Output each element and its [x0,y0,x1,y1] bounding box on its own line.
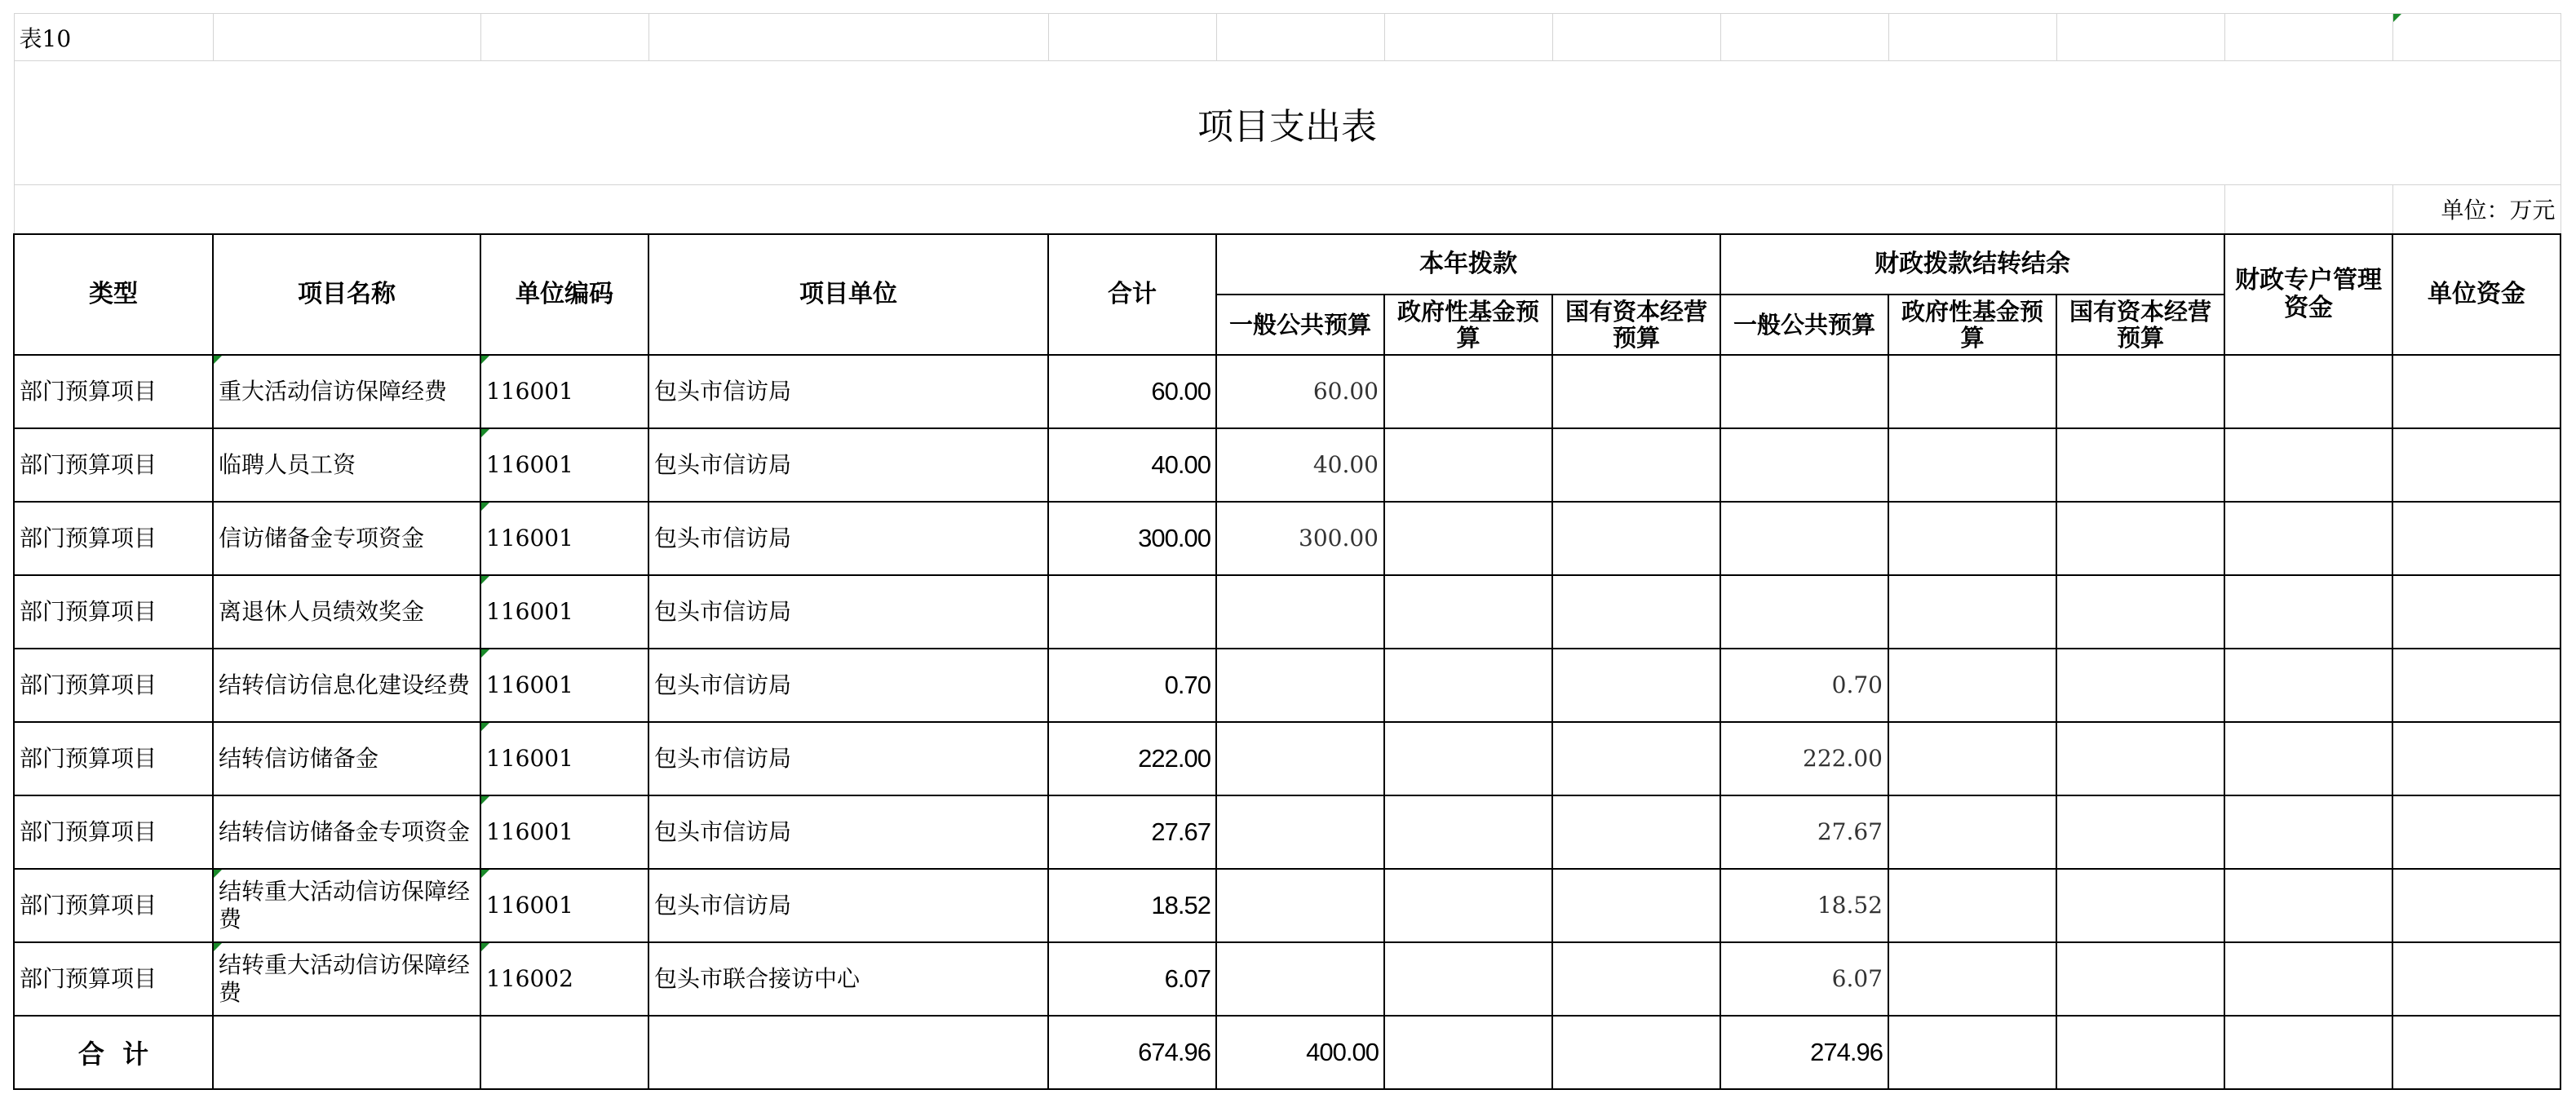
unit-funds-cell[interactable] [2392,649,2561,722]
unit-label[interactable]: 单位：万元 [2392,185,2561,234]
unit-funds-cell[interactable] [2392,502,2561,575]
special-account-cell[interactable] [2224,355,2392,428]
summary-total[interactable]: 674.96 [1048,1016,1216,1089]
table-row [14,355,2561,428]
project-unit-cell[interactable]: 包头市信访局 [648,502,1048,575]
co-general-cell[interactable] [1720,355,1888,428]
table-row [14,942,2561,1016]
type-cell[interactable]: 部门预算项目 [14,428,213,502]
unit-code-cell[interactable]: 116002 [480,942,648,1016]
grid-cell[interactable] [213,14,480,61]
project-unit-cell[interactable]: 包头市信访局 [648,795,1048,869]
project-unit-cell[interactable]: 包头市信访局 [648,649,1048,722]
header-project-unit[interactable]: 项目单位 [648,234,1048,355]
unit-code-cell[interactable]: 116001 [480,502,648,575]
header-total[interactable]: 合计 [1048,234,1216,355]
summary-empty-cell[interactable] [1888,1016,2056,1089]
unit-code-cell[interactable]: 116001 [480,649,648,722]
cur-state-capital-cell[interactable] [1552,428,1720,502]
grid-cell[interactable] [1552,14,1720,61]
table-row [14,795,2561,869]
header-co-general[interactable]: 一般公共预算 [1720,295,1888,355]
co-gov-fund-cell[interactable] [1888,575,2056,649]
total-cell[interactable]: 60.00 [1048,355,1216,428]
cur-general-cell[interactable]: 60.00 [1216,355,1384,428]
co-state-capital-cell[interactable] [2056,428,2224,502]
unit-code-cell[interactable]: 116001 [480,869,648,942]
cur-general-cell[interactable] [1216,575,1384,649]
header-cur-gov-fund[interactable]: 政府性基金预算 [1384,295,1552,355]
project-unit-cell[interactable]: 包头市信访局 [648,355,1048,428]
header-co-state-capital[interactable]: 国有资本经营预算 [2056,295,2224,355]
cur-gov-fund-cell[interactable] [1384,869,1552,942]
cur-state-capital-cell[interactable] [1552,649,1720,722]
cur-state-capital-cell[interactable] [1552,355,1720,428]
cur-state-capital-cell[interactable] [1552,869,1720,942]
co-gov-fund-cell[interactable] [1888,722,2056,795]
summary-empty-cell[interactable] [648,1016,1048,1089]
cur-general-cell[interactable]: 300.00 [1216,502,1384,575]
special-account-cell[interactable] [2224,942,2392,1016]
project-name-cell[interactable]: 结转信访信息化建设经费 [213,649,480,722]
type-cell[interactable]: 部门预算项目 [14,502,213,575]
type-cell[interactable]: 部门预算项目 [14,355,213,428]
project-name-cell[interactable]: 结转重大活动信访保障经费 [213,942,480,1016]
header-type[interactable]: 类型 [14,234,213,355]
page-title[interactable]: 项目支出表 [14,61,2561,185]
special-account-cell[interactable] [2224,649,2392,722]
table-row [14,502,2561,575]
co-general-cell[interactable]: 6.07 [1720,942,1888,1016]
cur-general-cell[interactable] [1216,722,1384,795]
grid-cell[interactable] [1216,14,1384,61]
unit-funds-cell[interactable] [2392,869,2561,942]
cur-state-capital-cell[interactable] [1552,722,1720,795]
co-general-cell[interactable] [1720,428,1888,502]
type-cell[interactable]: 部门预算项目 [14,649,213,722]
summary-empty-cell[interactable] [2224,1016,2392,1089]
co-gov-fund-cell[interactable] [1888,502,2056,575]
special-account-cell[interactable] [2224,502,2392,575]
cur-gov-fund-cell[interactable] [1384,355,1552,428]
co-gov-fund-cell[interactable] [1888,869,2056,942]
total-cell[interactable]: 27.67 [1048,795,1216,869]
summary-empty-cell[interactable] [480,1016,648,1089]
cur-gov-fund-cell[interactable] [1384,428,1552,502]
summary-co-general[interactable]: 274.96 [1720,1016,1888,1089]
co-general-cell[interactable]: 222.00 [1720,722,1888,795]
total-cell[interactable]: 222.00 [1048,722,1216,795]
type-cell[interactable]: 部门预算项目 [14,795,213,869]
grid-cell[interactable] [2224,185,2392,234]
project-name-cell[interactable]: 结转信访储备金 [213,722,480,795]
project-name-cell[interactable]: 离退休人员绩效奖金 [213,575,480,649]
summary-label[interactable]: 合 计 [14,1016,213,1089]
unit-funds-cell[interactable] [2392,355,2561,428]
cur-state-capital-cell[interactable] [1552,575,1720,649]
co-general-cell[interactable] [1720,575,1888,649]
type-cell[interactable]: 部门预算项目 [14,942,213,1016]
table-row [14,428,2561,502]
co-gov-fund-cell[interactable] [1888,428,2056,502]
co-state-capital-cell[interactable] [2056,942,2224,1016]
grid-cell[interactable] [2056,14,2224,61]
cur-general-cell[interactable] [1216,795,1384,869]
cur-state-capital-cell[interactable] [1552,502,1720,575]
cur-general-cell[interactable] [1216,649,1384,722]
project-name-cell[interactable]: 信访储备金专项资金 [213,502,480,575]
cur-gov-fund-cell[interactable] [1384,575,1552,649]
cur-gov-fund-cell[interactable] [1384,722,1552,795]
co-general-cell[interactable]: 27.67 [1720,795,1888,869]
table-row [14,869,2561,942]
summary-empty-cell[interactable] [1552,1016,1720,1089]
total-cell[interactable]: 18.52 [1048,869,1216,942]
unit-code-cell[interactable]: 116001 [480,722,648,795]
unit-funds-cell[interactable] [2392,722,2561,795]
table-row [14,575,2561,649]
unit-funds-cell[interactable] [2392,942,2561,1016]
special-account-cell[interactable] [2224,428,2392,502]
grid-cell[interactable] [1384,14,1552,61]
grid-cell[interactable] [2392,14,2561,61]
type-cell[interactable]: 部门预算项目 [14,722,213,795]
cur-gov-fund-cell[interactable] [1384,942,1552,1016]
unit-funds-cell[interactable] [2392,428,2561,502]
header-cur-state-capital[interactable]: 国有资本经营预算 [1552,295,1720,355]
project-unit-cell[interactable]: 包头市信访局 [648,428,1048,502]
total-cell[interactable]: 40.00 [1048,428,1216,502]
total-cell[interactable] [1048,575,1216,649]
unit-code-cell[interactable]: 116001 [480,355,648,428]
co-general-cell[interactable]: 0.70 [1720,649,1888,722]
grid-cell[interactable] [480,14,648,61]
total-cell[interactable]: 300.00 [1048,502,1216,575]
summary-empty-cell[interactable] [213,1016,480,1089]
summary-row [14,1016,2561,1089]
header-current-year[interactable]: 本年拨款 [1216,234,1720,295]
co-state-capital-cell[interactable] [2056,722,2224,795]
project-name-cell[interactable]: 结转重大活动信访保障经费 [213,869,480,942]
co-gov-fund-cell[interactable] [1888,649,2056,722]
project-expenditure-table [13,13,2561,1090]
special-account-cell[interactable] [2224,869,2392,942]
summary-cur-general[interactable]: 400.00 [1216,1016,1384,1089]
header-co-gov-fund[interactable]: 政府性基金预算 [1888,295,2056,355]
total-cell[interactable]: 0.70 [1048,649,1216,722]
project-unit-cell[interactable]: 包头市信访局 [648,869,1048,942]
unit-code-cell[interactable]: 116001 [480,428,648,502]
project-unit-cell[interactable]: 包头市联合接访中心 [648,942,1048,1016]
co-state-capital-cell[interactable] [2056,502,2224,575]
co-gov-fund-cell[interactable] [1888,795,2056,869]
unit-code-cell[interactable]: 116001 [480,575,648,649]
summary-empty-cell[interactable] [1384,1016,1552,1089]
table-row [14,649,2561,722]
project-name-cell[interactable]: 结转信访储备金专项资金 [213,795,480,869]
cur-general-cell[interactable]: 40.00 [1216,428,1384,502]
unit-code-cell[interactable]: 116001 [480,795,648,869]
grid-cell[interactable] [1720,14,1888,61]
co-state-capital-cell[interactable] [2056,795,2224,869]
header-cur-general[interactable]: 一般公共预算 [1216,295,1384,355]
unit-funds-cell[interactable] [2392,795,2561,869]
co-general-cell[interactable] [1720,502,1888,575]
special-account-cell[interactable] [2224,575,2392,649]
grid-cell[interactable] [1888,14,2056,61]
project-name-cell[interactable]: 临聘人员工资 [213,428,480,502]
header-unit-funds[interactable]: 单位资金 [2392,234,2561,355]
table-number[interactable]: 表10 [14,14,213,61]
grid-cell[interactable] [1048,14,1216,61]
cur-state-capital-cell[interactable] [1552,795,1720,869]
total-cell[interactable]: 6.07 [1048,942,1216,1016]
project-unit-cell[interactable]: 包头市信访局 [648,575,1048,649]
co-state-capital-cell[interactable] [2056,575,2224,649]
type-cell[interactable]: 部门预算项目 [14,869,213,942]
cur-state-capital-cell[interactable] [1552,942,1720,1016]
header-special-account[interactable]: 财政专户管理资金 [2224,234,2392,355]
summary-empty-cell[interactable] [2392,1016,2561,1089]
header-unit-code[interactable]: 单位编码 [480,234,648,355]
special-account-cell[interactable] [2224,722,2392,795]
type-cell[interactable]: 部门预算项目 [14,575,213,649]
grid-cell[interactable] [14,185,2224,234]
cur-gov-fund-cell[interactable] [1384,649,1552,722]
cur-general-cell[interactable] [1216,942,1384,1016]
cur-gov-fund-cell[interactable] [1384,795,1552,869]
summary-empty-cell[interactable] [2056,1016,2224,1089]
project-name-cell[interactable]: 重大活动信访保障经费 [213,355,480,428]
header-carryover[interactable]: 财政拨款结转结余 [1720,234,2224,295]
special-account-cell[interactable] [2224,795,2392,869]
co-state-capital-cell[interactable] [2056,649,2224,722]
header-project-name[interactable]: 项目名称 [213,234,480,355]
co-general-cell[interactable]: 18.52 [1720,869,1888,942]
co-gov-fund-cell[interactable] [1888,355,2056,428]
project-unit-cell[interactable]: 包头市信访局 [648,722,1048,795]
co-state-capital-cell[interactable] [2056,869,2224,942]
co-gov-fund-cell[interactable] [1888,942,2056,1016]
co-state-capital-cell[interactable] [2056,355,2224,428]
cur-general-cell[interactable] [1216,869,1384,942]
unit-funds-cell[interactable] [2392,575,2561,649]
grid-cell[interactable] [648,14,1048,61]
cur-gov-fund-cell[interactable] [1384,502,1552,575]
table-row [14,722,2561,795]
grid-cell[interactable] [2224,14,2392,61]
